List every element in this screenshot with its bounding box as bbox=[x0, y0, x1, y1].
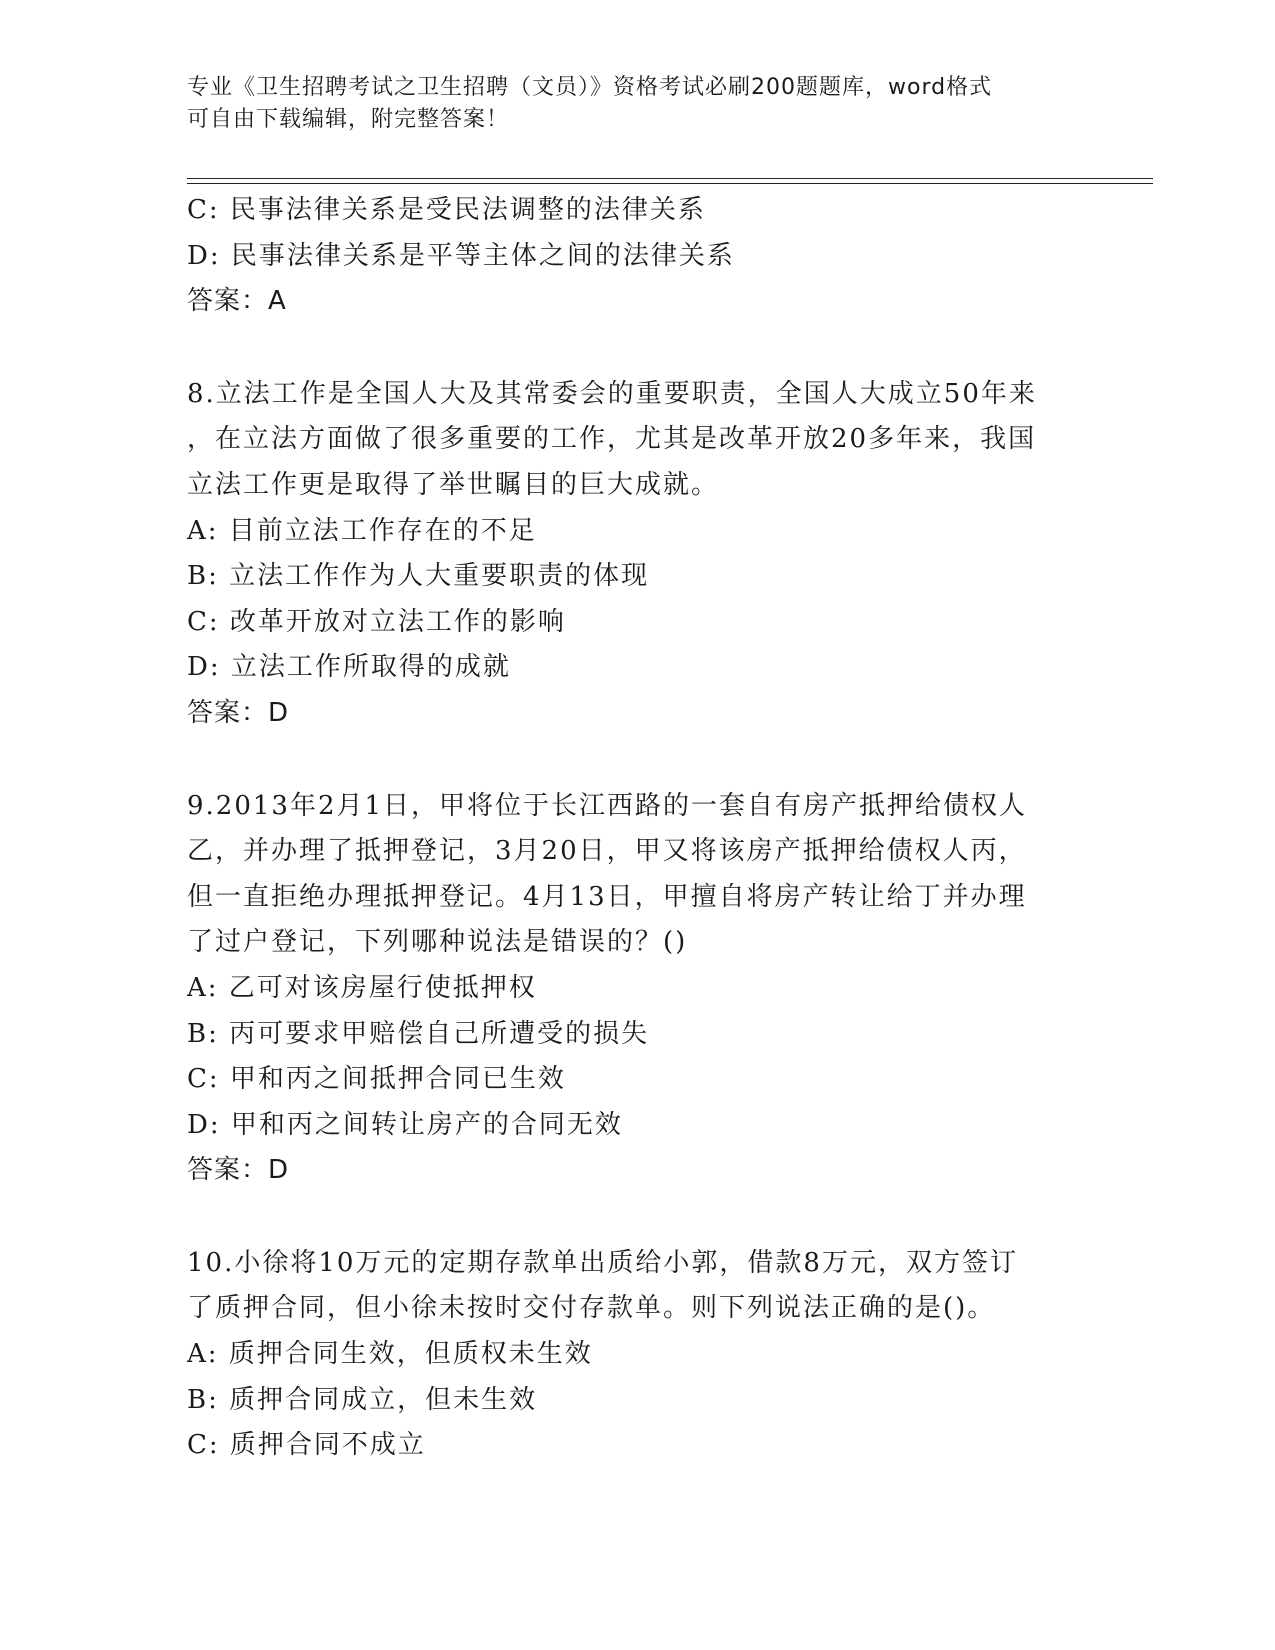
option-a: A: 质押合同生效，但质权未生效 bbox=[187, 1339, 593, 1370]
question-list bbox=[187, 188, 1087, 1469]
option-b: B: 丙可要求甲赔偿自己所遭受的损失 bbox=[187, 1018, 650, 1049]
option-a: A: 乙可对该房屋行使抵押权 bbox=[187, 972, 537, 1003]
question-stem-line: 了过户登记，下列哪种说法是错误的？() bbox=[187, 927, 688, 958]
header-divider-bottom bbox=[187, 183, 1153, 184]
option-a: A: 目前立法工作存在的不足 bbox=[187, 515, 537, 546]
option-d: D: 立法工作所取得的成就 bbox=[187, 652, 511, 683]
option-b: B: 立法工作作为人大重要职责的体现 bbox=[187, 561, 650, 592]
answer: 答案：D bbox=[187, 1155, 290, 1186]
option-c: C: 甲和丙之间抵押合同已生效 bbox=[187, 1064, 566, 1095]
option-c: C: 民事法律关系是受民法调整的法律关系 bbox=[187, 195, 706, 225]
spacer bbox=[187, 737, 1087, 784]
question-stem-line: 10.小徐将10万元的定期存款单出质给小郭，借款8万元，双方签订 bbox=[187, 1247, 1018, 1278]
answer: 答案：A bbox=[187, 286, 287, 317]
option-d: D: 甲和丙之间转让房产的合同无效 bbox=[187, 1109, 623, 1140]
spacer bbox=[187, 325, 1087, 372]
question-stem-line: ，在立法方面做了很多重要的工作，尤其是改革开放20多年来，我国 bbox=[187, 424, 1037, 455]
option-c: C: 改革开放对立法工作的影响 bbox=[187, 606, 566, 637]
question-stem-line: 了质押合同，但小徐未按时交付存款单。则下列说法正确的是()。 bbox=[187, 1293, 996, 1324]
spacer bbox=[187, 1194, 1087, 1241]
header-divider-top bbox=[187, 178, 1153, 179]
answer: 答案：D bbox=[187, 697, 290, 728]
header-title-line-1: 专业《卫生招聘考试之卫生招聘（文员）》资格考试必刷200题题库，word格式 bbox=[187, 75, 993, 100]
question-stem-line: 9.2013年2月1日，甲将位于长江西路的一套自有房产抵押给债权人 bbox=[187, 790, 1028, 821]
question-stem-line: 乙，并办理了抵押登记，3月20日，甲又将该房产抵押给债权人丙， bbox=[187, 836, 1027, 867]
option-c: C: 质押合同不成立 bbox=[187, 1430, 426, 1461]
question-stem-line: 但一直拒绝办理抵押登记。4月13日，甲擅自将房产转让给丁并办理 bbox=[187, 881, 1027, 912]
question-9 bbox=[187, 784, 1087, 1194]
question-7-tail bbox=[187, 188, 1087, 325]
document-header bbox=[187, 72, 1067, 136]
header-title-line-2: 可自由下载编辑，附完整答案！ bbox=[187, 107, 510, 132]
question-10 bbox=[187, 1241, 1087, 1469]
question-stem-line: 8.立法工作是全国人大及其常委会的重要职责，全国人大成立50年来 bbox=[187, 378, 1037, 409]
option-b: B: 质押合同成立，但未生效 bbox=[187, 1384, 538, 1415]
question-8 bbox=[187, 372, 1087, 737]
option-d: D: 民事法律关系是平等主体之间的法律关系 bbox=[187, 240, 735, 271]
question-stem-line: 立法工作更是取得了举世瞩目的巨大成就。 bbox=[187, 469, 720, 500]
